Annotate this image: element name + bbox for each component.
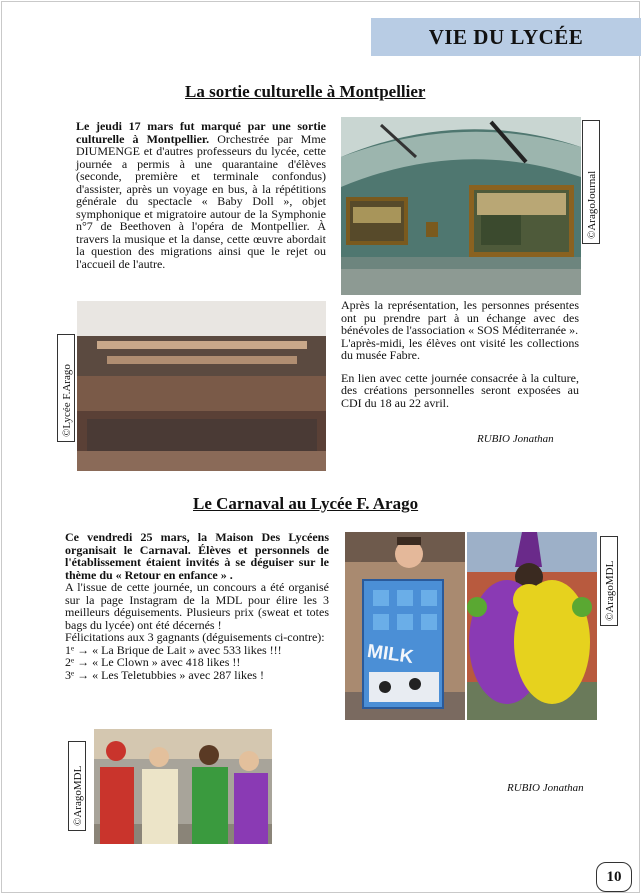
- article1-body: [341, 299, 579, 409]
- milk-costume-photo: [345, 532, 465, 720]
- article2-body: [65, 531, 329, 681]
- credit-box-group: [68, 741, 86, 831]
- article1-author: RUBIO Jonathan: [477, 433, 554, 445]
- winner-2: 2ᵉ → « Le Clown » avec 418 likes !!: [65, 655, 241, 669]
- article2-intro: Ce vendredi 25 mars, la Maison Des Lycéens organisait le Carnaval. Élèves et personnels de l'établissement étaient invités à se déguiser sur le thème du « Retour en enfance » .: [65, 530, 329, 582]
- article1-para4: En lien avec cette journée consacrée à la culture, des créations personnelles seront exposées au CDI du 18 au 22 avril.: [341, 370, 579, 410]
- credit-group: ©AragoMDL: [72, 765, 84, 826]
- section-header: [371, 18, 641, 56]
- article-title-montpellier: La sortie culturelle à Montpellier: [185, 82, 426, 101]
- winner-3: 3ᵉ → « Les Teletubbies » avec 287 likes !: [65, 667, 264, 682]
- credit-opera: ©Lycée F.Arago: [61, 364, 73, 437]
- article1-intro-rest: Orchestrée par Mme DIUMENGE et d'autres professeurs du lycée, cette journée a permis à une quarantaine d'élèves (seconde, première et terminale confondus) d'assister, après un voyage en bus, à la répétitions générale du spectacle « Baby Doll », objet symphonique et migratoire autour de la Symphonie n°7 de Beethoven à l'opéra de Montpellier. À travers la musique et la danse, cette œuvre abordait la question des migrations ainsi que le rejet ou l'accueil de l'autre.: [76, 131, 326, 271]
- teletubbies-group-photo: [94, 729, 272, 844]
- clown-costume-photo: [467, 532, 597, 720]
- credit-box-costumes: [600, 536, 618, 626]
- credit-costumes: ©AragoMDL: [604, 560, 616, 621]
- page-number: 10: [596, 862, 632, 892]
- museum-photo: [341, 117, 581, 295]
- article1-para3: L'après-midi, les élèves ont visité les collections du musée Fabre.: [341, 335, 579, 362]
- milk-label: MILK: [365, 640, 415, 669]
- opera-photo: [77, 301, 326, 471]
- section-label: VIE DU LYCÉE: [428, 24, 584, 49]
- article1-intro: [76, 120, 326, 270]
- article-title-carnaval: Le Carnaval au Lycée F. Arago: [193, 494, 419, 513]
- article1-para2: Après la représentation, les personnes présentes ont pu prendre part à un échange avec des bénévoles de l'association « SOS Méditerranée ».: [341, 298, 579, 337]
- article2-author: RUBIO Jonathan: [507, 782, 584, 794]
- article2-para3: Félicitations aux 3 gagnants (déguisements ci-contre):: [65, 630, 325, 644]
- article1-intro-bold: Le jeudi 17 mars fut marqué par une sortie culturelle à Montpellier.: [76, 119, 326, 146]
- credit-museum: ©AragoJournal: [586, 170, 598, 239]
- article2-para2: A l'issue de cette journée, un concours a été organisé sur la page Instagram de la MDL pour élire les 3 meilleurs déguisements. Plusieurs prix (sweat et totes bags du lycée) ont été décernés !: [65, 580, 329, 632]
- credit-box-museum: [582, 120, 600, 244]
- credit-box-opera: [57, 334, 75, 442]
- winner-1: 1ᵉ → « La Brique de Lait » avec 533 likes !!!: [65, 642, 282, 657]
